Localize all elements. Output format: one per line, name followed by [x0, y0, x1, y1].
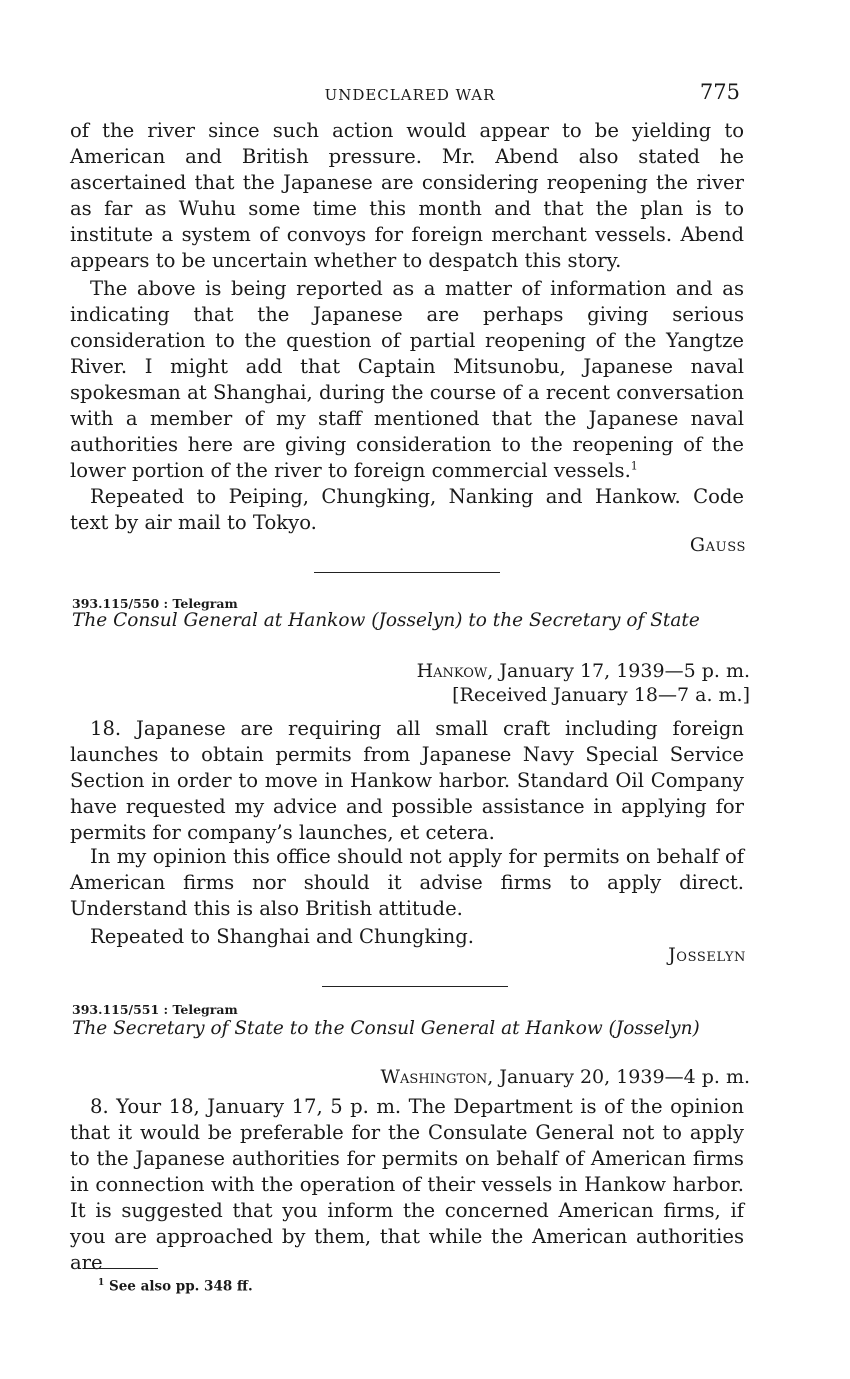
doc1-paragraph-2 — [70, 276, 744, 484]
doc3-file-reference: 393.115/551 : Telegram — [72, 1002, 238, 1017]
section-divider — [322, 986, 508, 987]
doc2-file-reference: 393.115/550 : Telegram — [72, 596, 238, 611]
doc1-signature: Gauss — [689, 534, 746, 556]
doc2-received: [Received January 18—7 a. m.] — [452, 684, 750, 706]
doc2-dateline-place: Hankow — [416, 660, 488, 682]
running-title: UNDECLARED WAR — [324, 86, 496, 104]
doc1-paragraph-3: Repeated to Peiping, Chungking, Nanking and Hankow. Code text by air mail to Tokyo. — [70, 485, 744, 534]
running-head — [70, 80, 750, 110]
doc3-dateline-date: , January 20, 1939—4 p. m. — [487, 1066, 750, 1088]
doc3-paragraph-1: 8. Your 18, January 17, 5 p. m. The Department is of the opinion that it would be preferable for the Consulate General not to apply to the Japanese authorities for permits on behalf of American firms in connection with the operation of their vessels in Hankow harbor. It is suggested that you inform the concerned American firms, if you are approached by them, that while the American authorities are — [70, 1095, 744, 1274]
doc1-paragraph-2-text: The above is being reported as a matter of information and as indicating that the Japanese are perhaps giving serious consideration to the question of partial reopening of the Yangtze River. I might add that Captain Mitsunobu, Japanese naval spokesman at Shanghai, during the course of a recent conversation with a member of my staff mentioned that the Japanese naval authorities here are giving consideration to the reopening of the lower portion of the river to foreign commercial vessels. — [70, 277, 744, 482]
section-divider — [314, 572, 500, 573]
footnote-mark: 1 — [98, 1278, 105, 1288]
doc2-paragraph-1: 18. Japanese are requiring all small craft including foreign launches to obtain permits from Japanese Navy Special Service Section in order to move in Hankow harbor. Standard Oil Company have requested my advice and possible assistance in applying for permits for company’s launches, et cetera. — [70, 717, 744, 844]
doc2-dateline — [417, 660, 750, 682]
doc2-title: The Consul General at Hankow (Josselyn) to the Secretary of State — [72, 610, 700, 631]
doc2-signature: Josselyn — [668, 944, 746, 966]
footnote-rule — [86, 1268, 158, 1269]
footnote — [98, 1278, 253, 1295]
doc3-title: The Secretary of State to the Consul General at Hankow (Josselyn) — [72, 1018, 700, 1039]
page-number: 775 — [699, 80, 740, 104]
doc2-dateline-date: , January 17, 1939—5 p. m. — [487, 660, 750, 682]
footnote-text: See also pp. 348 ff. — [108, 1278, 253, 1295]
doc2-paragraph-3: Repeated to Shanghai and Chungking. — [90, 925, 474, 948]
doc1-paragraph-1: of the river since such action would appear to be yielding to American and British pressure. Mr. Abend also stated he ascertained that the Japanese are considering reopening the river as far as Wuhu some time this month and that the plan is to institute a system of convoys for foreign merchant vessels. Abend appears to be uncertain whether to despatch this story. — [70, 119, 744, 272]
doc2-paragraph-2: In my opinion this office should not apply for permits on behalf of American firms nor should it advise firms to apply direct. Understand this is also British attitude. — [70, 845, 744, 920]
doc3-dateline — [381, 1066, 750, 1088]
footnote-reference: 1 — [630, 459, 638, 473]
doc3-dateline-place: Washington — [380, 1066, 488, 1088]
